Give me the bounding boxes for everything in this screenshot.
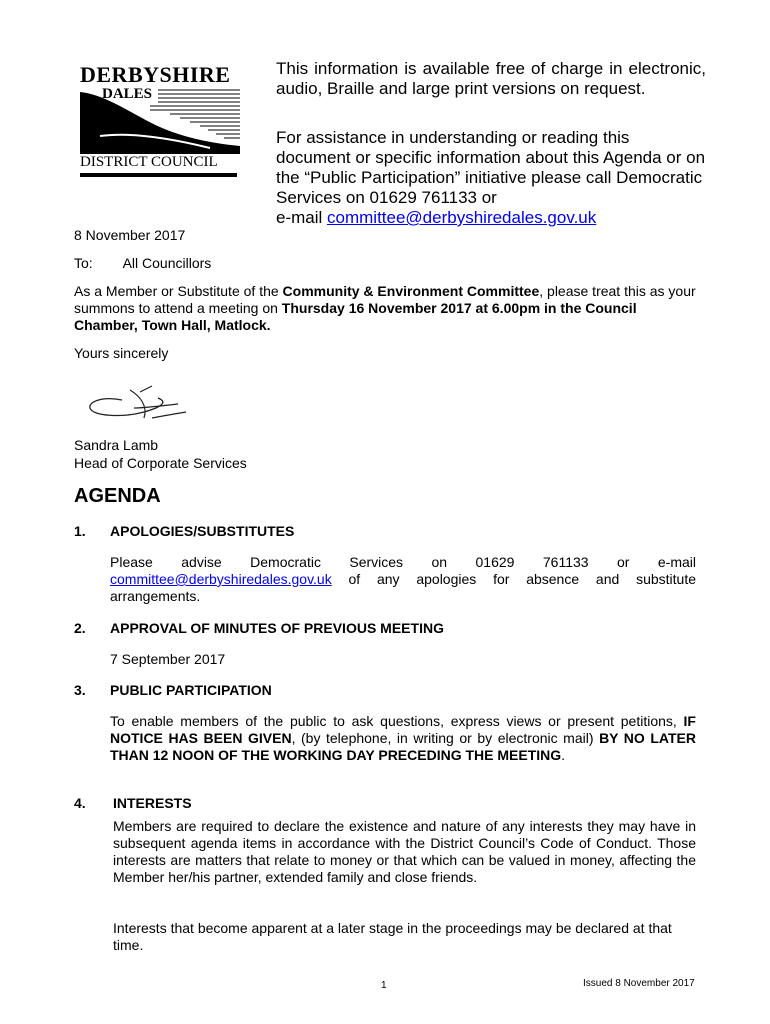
council-logo (80, 62, 240, 180)
signer-title: Head of Corporate Services (74, 455, 247, 471)
agenda-heading: AGENDA (74, 485, 161, 507)
apologies-text-1: Please advise Democratic Services on 01629 761133 or e-mail (110, 554, 696, 570)
page-number: 1 (381, 980, 387, 991)
item-number: 4. (74, 795, 86, 811)
letter-date: 8 November 2017 (74, 227, 186, 243)
item-title: INTERESTS (113, 795, 192, 811)
contact-email-link[interactable]: committee@derbyshiredales.gov.uk (327, 208, 597, 227)
interests-paragraph-2: Interests that become apparent at a later stage in the proceedings may be declared at that time. (113, 920, 672, 953)
assistance-notice (276, 128, 706, 228)
interests-paragraph-1: Members are required to declare the existence and nature of any interests they may have in subsequent agenda items in accordance with the District Council’s Code of Conduct. Those interests are matters that relate to money or that which can be valued in money, affecting the Member her/his partner, extended family and close friends. (113, 818, 696, 885)
to-value: All Councillors (122, 255, 212, 271)
closing: Yours sincerely (74, 345, 169, 361)
logo-footer: DISTRICT COUNCIL (80, 154, 218, 170)
summons-paragraph (74, 283, 696, 334)
issued-date: Issued 8 November 2017 (583, 978, 695, 989)
email-prefix: e-mail (276, 208, 328, 227)
summons-text-2: , please treat this as your summons to attend a meeting on (74, 283, 696, 316)
item-body (110, 713, 696, 764)
item-title: PUBLIC PARTICIPATION (110, 682, 272, 698)
availability-notice (276, 59, 706, 99)
meeting-details: Thursday 16 November 2017 at 6.00pm in the Council Chamber, Town Hall, Matlock. (74, 300, 637, 333)
item-body (110, 554, 696, 605)
participation-bold-2: BY NO LATER THAN 12 NOON OF THE WORKING DAY PRECEDING THE MEETING (110, 730, 696, 763)
item-title: APOLOGIES/SUBSTITUTES (110, 523, 295, 539)
participation-bold-1: IF NOTICE HAS BEEN GIVEN (110, 713, 696, 746)
item-body: 7 September 2017 (110, 651, 226, 667)
hills-emblem-icon (80, 84, 240, 154)
participation-text-1: To enable members of the public to ask questions, express views or present petitions, (110, 713, 684, 729)
item-number: 3. (74, 682, 86, 698)
item-number: 2. (74, 620, 86, 636)
logo-title: DERBYSHIRE (80, 62, 231, 87)
assistance-text: For assistance in understanding or reading this document or specific information about this Agenda or on the “Public Participation” initiative please call Democratic Services on 01629 761133 or (276, 128, 706, 207)
to-label: To: (74, 255, 93, 271)
logo-subtitle: DALES (102, 86, 153, 102)
logo-underline (80, 173, 237, 177)
signer-name: Sandra Lamb (74, 437, 159, 453)
availability-text: This information is available free of charge in electronic, audio, Braille and large print versions on request. (276, 59, 706, 98)
item-title: APPROVAL OF MINUTES OF PREVIOUS MEETING (110, 620, 444, 636)
participation-text-2: , (by telephone, in writing or by electronic mail) (291, 730, 600, 746)
apologies-text-2: of any apologies for absence and substitute arrangements. (110, 571, 696, 604)
signature (82, 382, 192, 426)
committee-name: Community & Environment Committee (282, 283, 540, 299)
item-number: 1. (74, 523, 86, 539)
summons-text-1: As a Member or Substitute of the (74, 283, 283, 299)
apologies-email-link[interactable]: committee@derbyshiredales.gov.uk (110, 571, 332, 587)
participation-text-3: . (561, 747, 566, 763)
recipient-line (74, 255, 211, 272)
